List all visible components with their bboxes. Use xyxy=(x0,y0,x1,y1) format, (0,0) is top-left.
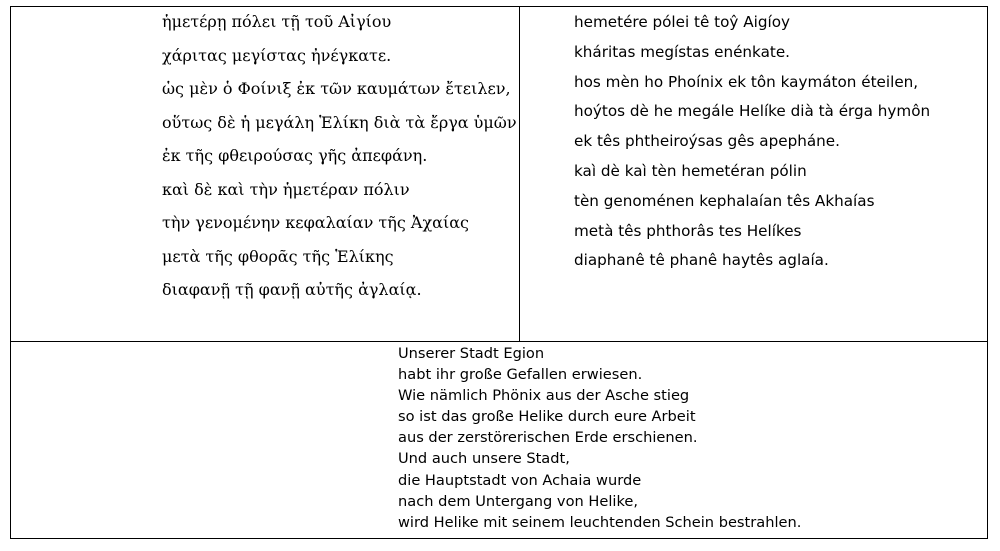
greek-line: μετὰ τῆς φθορᾶς τῆς Ἑλίκης xyxy=(162,246,394,266)
greek-line: διαφανῇ τῇ φανῇ αὐτῆς ἀγλαίᾳ. xyxy=(162,280,422,299)
german-line: habt ihr große Gefallen erwiesen. xyxy=(398,366,643,384)
transliteration-line: diaphanê tê phanê haytês aglaía. xyxy=(574,251,829,270)
german-line: wird Helike mit seinem leuchtenden Schein bestrahlen. xyxy=(398,513,802,531)
transliteration-line: kháritas megístas enénkate. xyxy=(574,42,791,61)
transliteration-line: ek tês phtheiroýsas gês apepháne. xyxy=(574,132,840,151)
transliteration-line: hoýtos dè he megále Helíke dià tà érga hymôn xyxy=(574,102,931,121)
greek-line: οὕτως δὲ ἡ μεγάλη Ἑλίκη διὰ τὰ ἔργα ὑμῶν xyxy=(162,112,517,132)
transliteration-line: kaì dè kaì tèn hemetéran pólin xyxy=(574,161,807,180)
greek-text-cell xyxy=(162,9,517,311)
greek-line: ἡμετέρῃ πόλει τῇ τοῦ Αἰγίου xyxy=(162,12,392,31)
transliteration-line: metà tês phthorâs tes Helíkes xyxy=(574,221,802,240)
transliteration-line: tèn genoménen kephalaían tês Akhaías xyxy=(574,191,875,210)
german-line: Und auch unsere Stadt, xyxy=(398,450,570,468)
transliteration-cell xyxy=(574,9,930,277)
german-line: Unserer Stadt Egion xyxy=(398,345,545,362)
greek-line: ἐκ τῆς φθειρούσας γῆς ἀπεφάνη. xyxy=(162,146,428,165)
german-line: Wie nämlich Phönix aus der Asche stieg xyxy=(398,387,690,405)
greek-line: καὶ δὲ καὶ τὴν ἡμετέραν πόλιν xyxy=(162,179,410,199)
german-line: nach dem Untergang von Helike, xyxy=(398,492,638,510)
transliteration-line: hemetére pólei tê toŷ Aigíoy xyxy=(574,13,790,31)
transliteration-line: hos mèn ho Phoínix ek tôn kaymáton éteilen, xyxy=(574,72,919,91)
german-line: die Hauptstadt von Achaia wurde xyxy=(398,471,642,489)
greek-line: τὴν γενομένην κεφαλαίαν τῆς Ἀχαίας xyxy=(162,213,469,232)
greek-line: ὡς μὲν ὁ Φοίνιξ ἐκ τῶν καυμάτων ἔτειλεν, xyxy=(162,79,511,98)
german-translation-cell xyxy=(398,343,801,533)
column-divider xyxy=(519,6,520,342)
german-line: so ist das große Helike durch eure Arbeit xyxy=(398,408,696,426)
row-divider xyxy=(10,341,988,342)
greek-line: χάριτας μεγίστας ἠνέγκατε. xyxy=(162,45,392,65)
german-line: aus der zerstörerischen Erde erschienen. xyxy=(398,429,698,447)
